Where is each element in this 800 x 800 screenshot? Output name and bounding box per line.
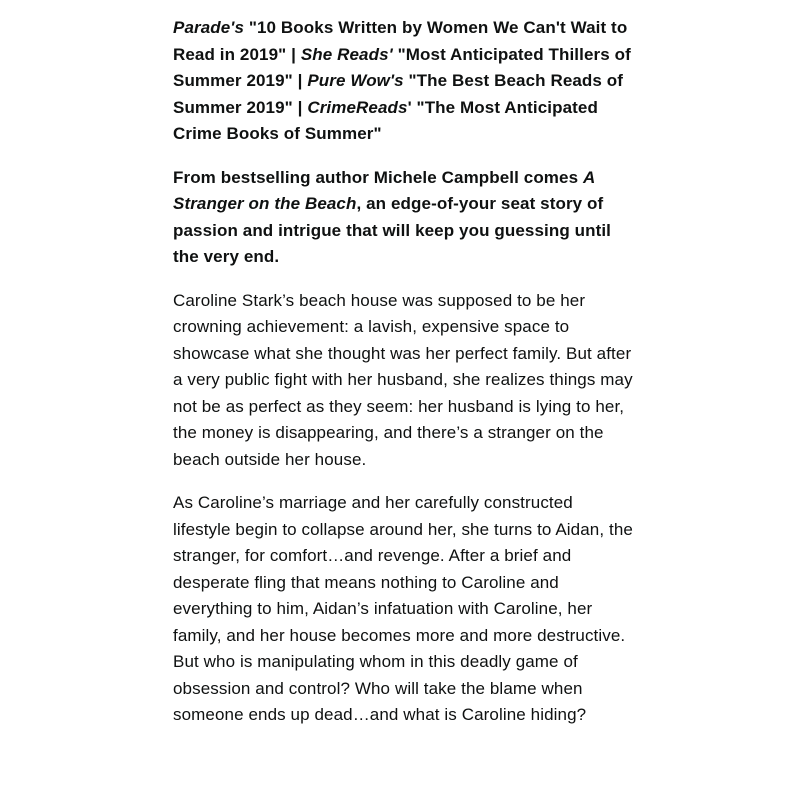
- italic-text-segment: A Stranger on the Beach: [173, 167, 595, 213]
- text-segment: As Caroline’s marriage and her carefully constructed lifestyle begin to collapse around her, she turns to Aidan, the stranger, for comfort…and revenge. After a brief and desperate fling that means nothing to Caroline and everything to him, Aidan’s infatuation with Caroline, her family, and her house becomes more and more destructive. But who is manipulating whom in this deadly game of obsession and control? Who will take the blame when someone ends up dead…and what is Caroline hiding?: [173, 493, 633, 724]
- text-segment: "The Best Beach Reads of Summer 2019" |: [173, 71, 624, 117]
- text-segment: "10 Books Written by Women We Can't Wait to Read in 2019" |: [173, 18, 628, 64]
- italic-text-segment: She Reads': [300, 44, 393, 64]
- description-paragraph: [173, 15, 633, 148]
- description-paragraph: [173, 288, 633, 474]
- text-segment: "Most Anticipated Thillers of Summer 2019" |: [173, 44, 631, 90]
- text-segment: , an edge-of-your seat story of passion and intrigue that will keep you guessing until the very end.: [173, 194, 612, 266]
- italic-text-segment: CrimeReads: [307, 97, 408, 117]
- text-segment: Caroline Stark’s beach house was supposed to be her crowning achievement: a lavish, expensive space to showcase what she thought was her perfect family. But after a very public fight with her husband, she realizes things may not be as perfect as they seem: her husband is lying to her, the money is disappearing, and there’s a stranger on the beach outside her house.: [173, 290, 633, 469]
- italic-text-segment: Parade's: [173, 18, 244, 37]
- description-paragraph: [173, 165, 633, 271]
- italic-text-segment: Pure Wow's: [307, 71, 404, 90]
- text-segment: From bestselling author Michele Campbell comes: [173, 167, 583, 187]
- text-segment: ' "The Most Anticipated Crime Books of Summer": [173, 97, 598, 143]
- book-description: [173, 15, 633, 746]
- description-paragraph: [173, 490, 633, 729]
